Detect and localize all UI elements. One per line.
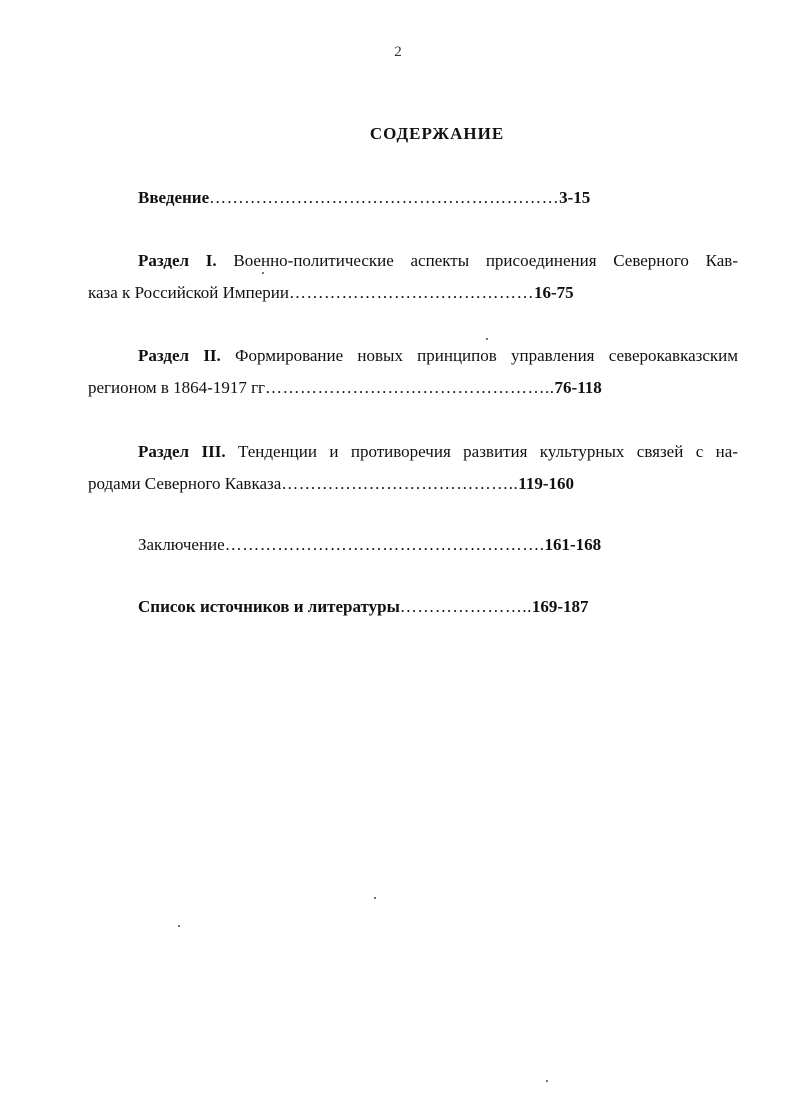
toc-entry-label: Раздел I. bbox=[138, 251, 217, 270]
toc-entry-section-1[interactable] bbox=[88, 245, 738, 309]
toc-entry-text-cont: каза к Российской Империи bbox=[88, 283, 289, 302]
toc-leader-dots: …………………………………… bbox=[288, 283, 534, 302]
toc-leader-dots: ………………………………………………. bbox=[224, 535, 545, 554]
scan-speck bbox=[374, 897, 376, 899]
toc-leader-dots: ………………….. bbox=[399, 597, 532, 616]
page-number: 2 bbox=[394, 44, 402, 60]
scan-speck bbox=[262, 272, 264, 274]
toc-entry-label: Раздел III. bbox=[138, 442, 226, 461]
toc-leader-dots: ………………………………….. bbox=[281, 474, 519, 493]
toc-entry-label: Раздел II. bbox=[138, 346, 221, 365]
toc-leader-dots: ………………………………………….. bbox=[265, 378, 555, 397]
toc-entry-text: Формирование новых принципов управления северокавказским bbox=[235, 346, 738, 365]
toc-entry-sources[interactable] bbox=[88, 591, 738, 623]
toc-title: СОДЕРЖАНИЕ bbox=[369, 124, 505, 143]
scan-speck bbox=[546, 1080, 548, 1082]
scan-speck bbox=[178, 925, 180, 927]
toc-entry-text: Тенденции и противоречия развития культурных связей с на- bbox=[238, 442, 738, 461]
toc-entry-conclusion[interactable] bbox=[88, 529, 738, 561]
toc-entry-pages: 119-160 bbox=[518, 474, 575, 493]
toc-leader-dots: …………………………………………………… bbox=[209, 188, 560, 207]
toc-entry-pages: 76-118 bbox=[554, 378, 602, 397]
toc-entry-text-cont: родами Северного Кавказа bbox=[88, 474, 282, 493]
toc-entry-text: Военно-политические аспекты присоединения Северного Кав- bbox=[233, 251, 738, 270]
toc-entry-pages: 161-168 bbox=[544, 535, 602, 554]
toc-entry-pages: 16-75 bbox=[533, 283, 574, 302]
toc-entry-text-cont: регионом в 1864-1917 гг bbox=[88, 378, 266, 397]
scan-speck bbox=[486, 338, 488, 340]
toc-entry-intro[interactable] bbox=[88, 182, 738, 214]
toc-entry-section-2[interactable] bbox=[88, 340, 738, 404]
toc-entry-pages: 169-187 bbox=[531, 597, 589, 616]
toc-entry-label: Введение bbox=[138, 188, 210, 207]
toc-entry-section-3[interactable] bbox=[88, 436, 738, 500]
toc-entry-label: Заключение bbox=[138, 535, 225, 554]
toc-entry-label: Список источников и литературы bbox=[138, 597, 400, 616]
toc-entry-pages: 3-15 bbox=[559, 188, 591, 207]
